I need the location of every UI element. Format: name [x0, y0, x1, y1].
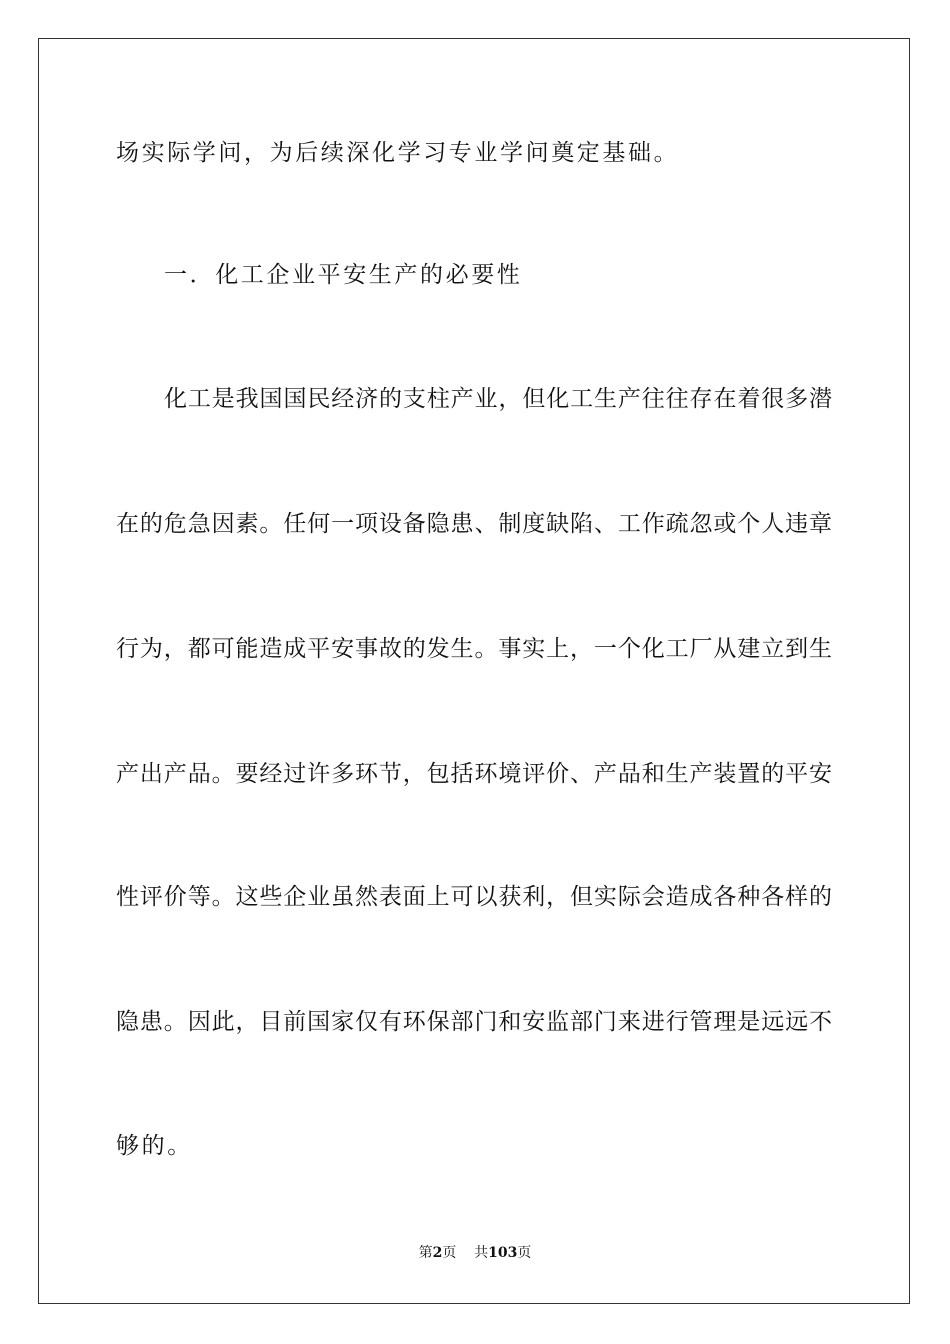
paragraph-line: 产出产品。要经过许多环节，包括环境评价、产品和生产装置的平安 [116, 761, 832, 787]
page-number: 2 [432, 1245, 443, 1261]
page-border [38, 38, 910, 1304]
total-prefix: 共 [474, 1245, 489, 1261]
paragraph-line: 隐患。因此，目前国家仅有环保部门和安监部门来进行管理是远远不 [116, 1009, 832, 1035]
total-suffix: 页 [517, 1245, 532, 1261]
paragraph-line: 性评价等。这些企业虽然表面上可以获利，但实际会造成各种各样的 [116, 884, 832, 910]
paragraph-line: 化工是我国国民经济的支柱产业，但化工生产往往存在着很多潜 [164, 386, 832, 412]
paragraph-line: 够的。 [116, 1133, 193, 1159]
section-heading: 一．化工企业平安生产的必要性 [164, 262, 523, 288]
paragraph-line: 场实际学问，为后续深化学习专业学问奠定基础。 [116, 140, 680, 166]
total-pages: 103 [488, 1245, 518, 1261]
paragraph-line: 在的危急因素。任何一项设备隐患、制度缺陷、工作疏忽或个人违章 [116, 511, 832, 537]
paragraph-line: 行为，都可能造成平安事故的发生。事实上，一个化工厂从建立到生 [116, 636, 832, 662]
page-suffix: 页 [442, 1245, 457, 1261]
page-footer [0, 1244, 950, 1262]
page-prefix: 第 [418, 1245, 433, 1261]
